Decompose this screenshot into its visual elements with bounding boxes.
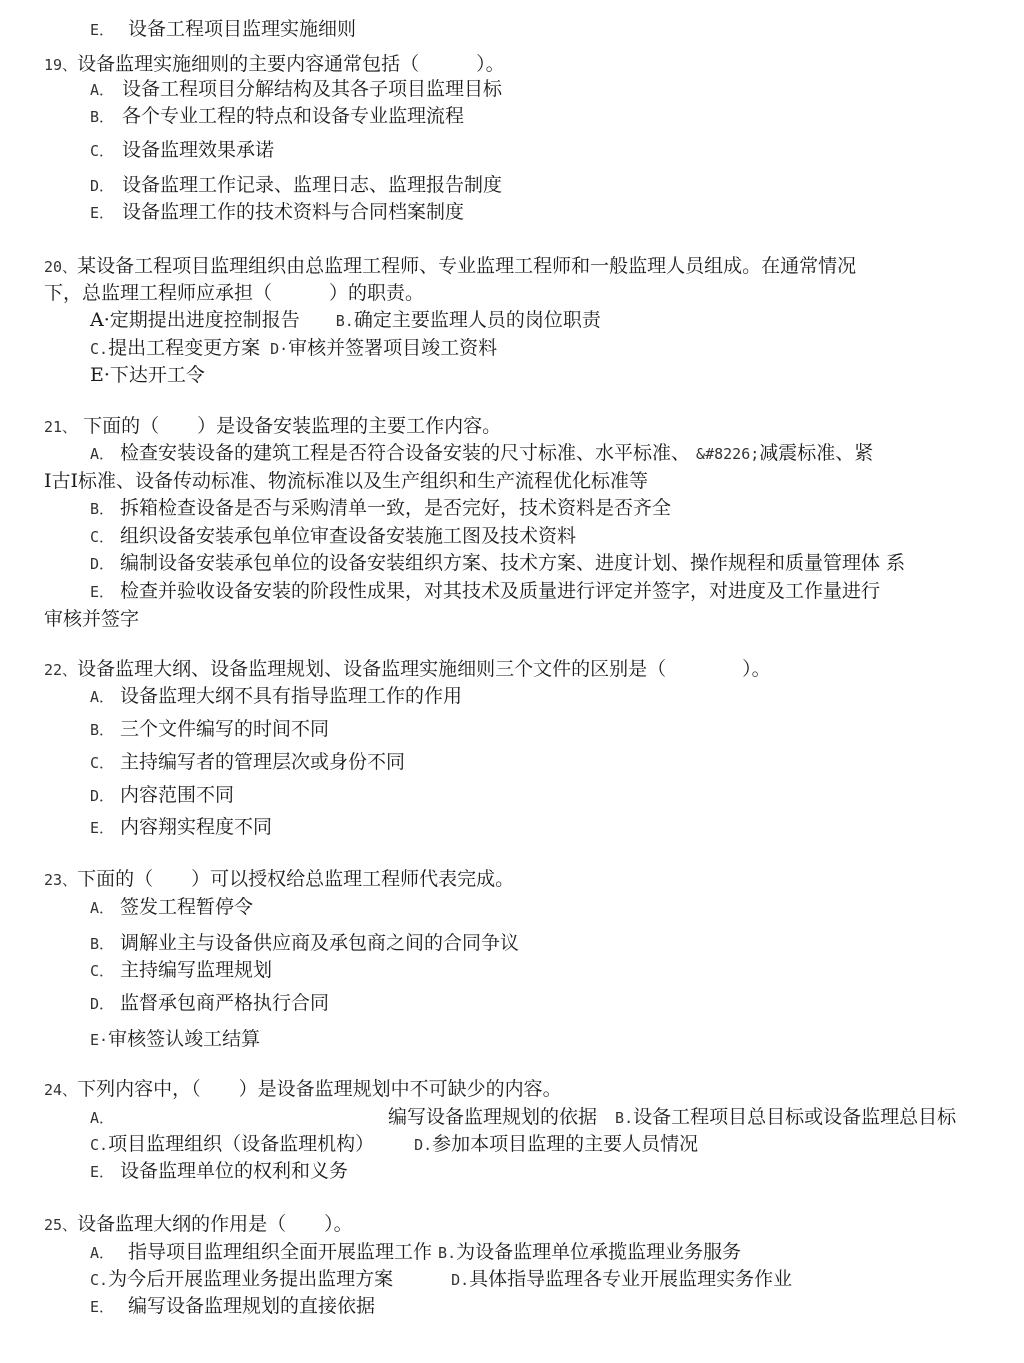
option-line: B． 三个文件编写的时间不同 xyxy=(90,718,330,740)
option-line: B． 调解业主与设备供应商及承包商之间的合同争议 xyxy=(90,932,520,954)
option-line: E·审核签认竣工结算 xyxy=(90,1028,261,1050)
option-line: A·定期提出进度控制报告 B.确定主要监理人员的岗位职责 xyxy=(90,309,601,331)
option-line: C.为今后开展监理业务提出监理方案 D.具体指导监理各专业开展监理实务作业 xyxy=(90,1268,793,1290)
option-line: C． 主持编写监理规划 xyxy=(90,959,273,981)
option-line: A． 检查安装设备的建筑工程是否符合设备安装的尺寸标准、水平标准、 &#8226;减震标准、紧 xyxy=(90,442,874,464)
option-line: C． 设备监理效果承诺 xyxy=(90,139,275,161)
option-line: A． 设备监理大纲不具有指导监理工作的作用 xyxy=(90,685,463,707)
question-24: 24、下列内容中，（ ）是设备监理规划中不可缺少的内容。 xyxy=(44,1078,562,1100)
option-line: B． 拆箱检查设备是否与采购清单一致，是否完好，技术资料是否齐全 xyxy=(90,497,672,519)
option-line: A． 设备工程项目分解结构及其各子项目监理目标 xyxy=(90,78,503,100)
question-text-continued: I古I标准、设备传动标准、物流标准以及生产组织和生产流程优化标准等 xyxy=(44,470,649,492)
option-line: E． 编写设备监理规划的直接依据 xyxy=(90,1295,376,1317)
option-line: D． 设备监理工作记录、监理日志、监理报告制度 xyxy=(90,174,503,196)
option-line: C.项目监理组织（设备监理机构） D.参加本项目监理的主要人员情况 xyxy=(90,1133,699,1155)
option-line: C.提出工程变更方案 D·审核并签署项目竣工资料 xyxy=(90,337,498,359)
question-25: 25、设备监理大纲的作用是（ ）。 xyxy=(44,1213,353,1235)
question-21: 21、 下面的（ ）是设备安装监理的主要工作内容。 xyxy=(44,415,502,437)
question-19: 19、设备监理实施细则的主要内容通常包括（ ）。 xyxy=(44,53,505,75)
option-line: A． 签发工程暂停令 xyxy=(90,896,254,918)
option-line: D． 内容范围不同 xyxy=(90,784,235,806)
option-line: E·下达开工令 xyxy=(90,364,205,386)
question-20: 20、某设备工程项目监理组织由总监理工程师、专业监理工程师和一般监理人员组成。在通常情况 xyxy=(44,255,857,277)
option-line: E． 内容翔实程度不同 xyxy=(90,816,273,838)
option-line: C． 组织设备安装承包单位审查设备安装施工图及技术资料 xyxy=(90,525,577,547)
option-line: D． 监督承包商严格执行合同 xyxy=(90,992,330,1014)
question-text-continued: 下，总监理工程师应承担（ ）的职责。 xyxy=(44,282,425,304)
option-line: D． 编制设备安装承包单位的设备安装组织方案、技术方案、进度计划、操作规程和质量管理体 系 xyxy=(90,552,906,574)
option-line: A． 指导项目监理组织全面开展监理工作 B.为设备监理单位承揽监理业务服务 xyxy=(90,1241,742,1263)
option-line: E． 设备监理工作的技术资料与合同档案制度 xyxy=(90,201,465,223)
question-22: 22、设备监理大纲、设备监理规划、设备监理实施细则三个文件的区别是（ ）。 xyxy=(44,658,771,680)
question-text-continued: 审核并签字 xyxy=(44,608,140,630)
option-line: B． 各个专业工程的特点和设备专业监理流程 xyxy=(90,105,465,127)
option-line: E． 设备监理单位的权利和义务 xyxy=(90,1160,349,1182)
option-line: E． 检查并验收设备安装的阶段性成果，对其技术及质量进行评定并签字，对进度及工作量进行 xyxy=(90,580,881,602)
question-23: 23、下面的（ ）可以授权给总监理工程师代表完成。 xyxy=(44,868,515,890)
option-line: C． 主持编写者的管理层次或身份不同 xyxy=(90,751,406,773)
option-line: A． 编写设备监理规划的依据 B.设备工程项目总目标或设备监理总目标 xyxy=(90,1106,957,1128)
option-line: E． 设备工程项目监理实施细则 xyxy=(90,18,357,40)
